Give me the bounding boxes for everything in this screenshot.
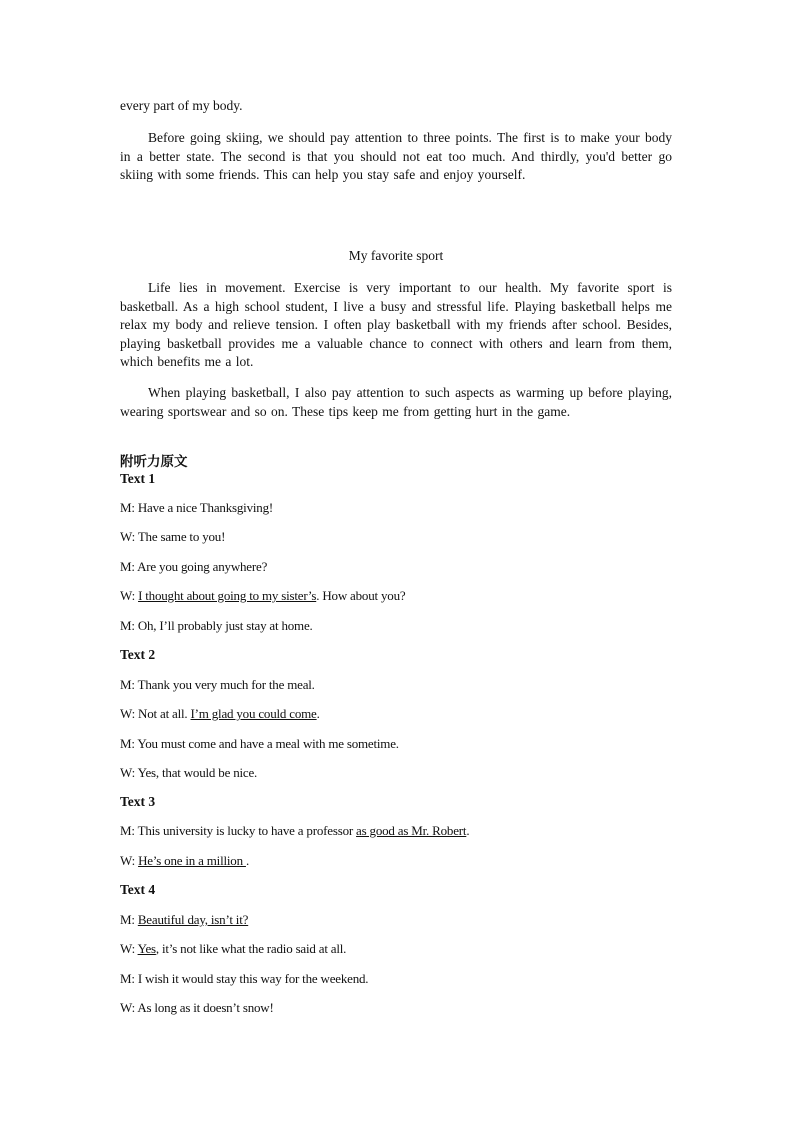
dialog-line: W: I thought about going to my sister’s. How about you? <box>120 588 406 603</box>
underlined-answer: as good as Mr. Robert <box>356 823 467 838</box>
dialog-line: M: Thank you very much for the meal. <box>120 677 315 692</box>
dialog-line: M: Have a nice Thanksgiving! <box>120 500 274 515</box>
essay2-paragraph-1: Life lies in movement. Exercise is very important to our health. My favorite sport is basketball. As a high school student, I live a busy and stressful life. Playing basketball helps me relax my body and relieve tension. I often play basketball with my friends after school. Besides, playing basketball provides me a valuable chance to connect with others and learn from them, which benefits me a lot. <box>120 280 672 369</box>
dialog-line: M: Are you going anywhere? <box>120 559 268 574</box>
essay2-title: My favorite sport <box>348 248 444 263</box>
essay1-continuation: every part of my body. <box>120 98 243 113</box>
essay2-paragraph-2: When playing basketball, I also pay attention to such aspects as warming up before playing, wearing sportswear and so on. These tips keep me from getting hurt in the game. <box>120 385 672 419</box>
text-1-label: Text 1 <box>120 471 156 486</box>
dialog-line: W: As long as it doesn’t snow! <box>120 1000 274 1015</box>
dialog-line: W: The same to you! <box>120 529 226 544</box>
dialog-line: M: Beautiful day, isn’t it? <box>120 912 249 927</box>
text-4-label: Text 4 <box>120 882 156 897</box>
underlined-answer: He’s one in a million <box>138 853 246 868</box>
underlined-answer: Beautiful day, isn’t it? <box>137 912 249 927</box>
text-3-label: Text 3 <box>120 794 156 809</box>
dialog-line: W: Yes, it’s not like what the radio said at all. <box>120 941 347 956</box>
dialog-line: M: Oh, I’ll probably just stay at home. <box>120 618 313 633</box>
underlined-answer: Yes <box>137 941 156 956</box>
underlined-answer: I thought about going to my sister’s <box>138 588 317 603</box>
dialog-line: W: He’s one in a million . <box>120 853 250 868</box>
dialog-line: M: This university is lucky to have a professor as good as Mr. Robert. <box>120 823 470 838</box>
dialog-line: M: I wish it would stay this way for the weekend. <box>120 971 369 986</box>
underlined-answer: I’m glad you could come <box>190 706 317 721</box>
transcript-heading: 附听力原文 <box>120 454 188 469</box>
dialog-line: W: Not at all. I’m glad you could come. <box>120 706 320 721</box>
essay1-paragraph-2: Before going skiing, we should pay attention to three points. The first is to make your body in a better state. The second is that you should not eat too much. And thirdly, you'd better go skiing with some friends. This can help you stay safe and enjoy yourself. <box>120 130 672 182</box>
dialog-line: M: You must come and have a meal with me sometime. <box>120 736 399 751</box>
text-2-label: Text 2 <box>120 647 156 662</box>
dialog-line: W: Yes, that would be nice. <box>120 765 258 780</box>
